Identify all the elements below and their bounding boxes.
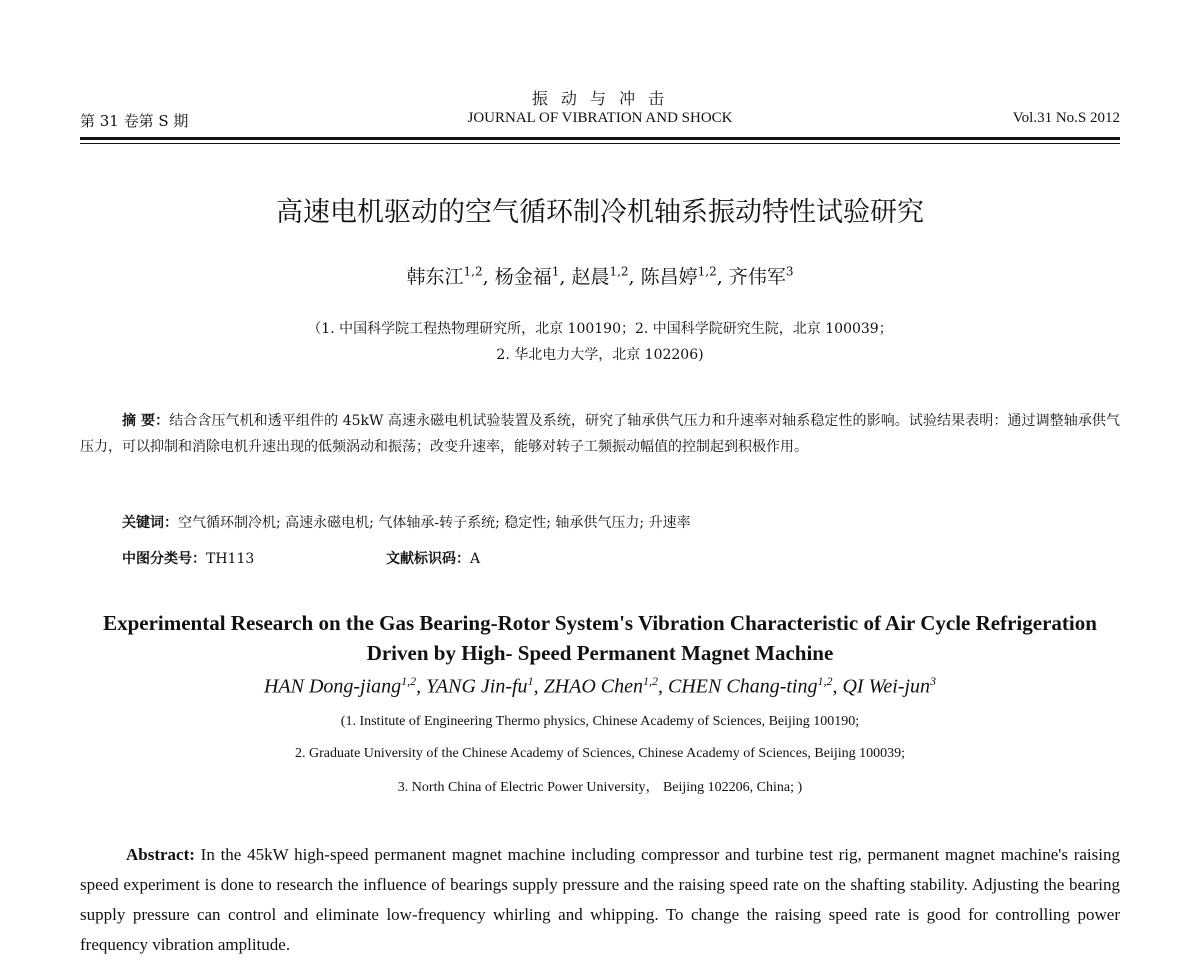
keywords-cn-text: 空气循环制冷机; 高速永磁电机; 气体轴承-转子系统; 稳定性; 轴承供气压力; 升速率: [178, 515, 691, 531]
journal-name-cn: 振 动 与 冲 击: [531, 89, 669, 108]
clc-value: TH113: [206, 551, 255, 567]
running-header: [80, 110, 1120, 132]
journal-name-en: JOURNAL OF VIBRATION AND SHOCK: [467, 110, 733, 126]
affiliation-en-line: (1. Institute of Engineering Thermo physics, Chinese Academy of Sciences, Beijing 100190;: [340, 714, 860, 729]
title-cn: 高速电机驱动的空气循环制冷机轴系振动特性试验研究: [276, 197, 924, 228]
author-en: QI Wei-jun: [842, 675, 931, 698]
author-affil-mark: 1,2: [697, 264, 717, 279]
abstract-cn-text: 结合含压气机和透平组件的 45kW 高速永磁电机试验装置及系统，研究了轴承供气压力和升速率对轴系稳定性的影响。试验结果表明：通过调整轴承供气压力，可以抑制和消除电机升速出现的低频涡动和振荡；改变升速率，能够对转子工频振动幅值的控制起到积极作用。: [80, 413, 1120, 455]
header-rule-thick: [80, 137, 1120, 140]
clc-code: [122, 551, 254, 567]
authors-en: HAN Dong-jiang$^{1,2}$, YANG Jin-$fu^1$, ZHAO Chen$^{1,2}$, CHEN Chang-ting$^{1,2}$, QI Wei-jun$^3$: [263, 674, 937, 698]
abstract-en-label: Abstract:: [126, 845, 195, 864]
abstract-cn-label: 摘 要：: [122, 413, 170, 429]
author-cn: 赵晨: [571, 266, 610, 288]
header-rule-thin: [80, 143, 1120, 144]
doc-value: A: [470, 551, 481, 567]
keywords-cn-label: 关键词：: [122, 515, 178, 531]
title-en: Experimental Research on the Gas Bearing-Rotor System's Vibration Characteristic of Air Cycle Refrigeration Driven by High- Speed Permanent Magnet Machine: [103, 611, 1097, 665]
author-affil-mark: 1,2: [643, 674, 659, 688]
author-en: CHEN Chang-ting: [668, 675, 818, 698]
classification-row: [122, 548, 1122, 568]
abstract-en-text: In the 45kW high-speed permanent magnet machine including compressor and turbine test rig, permanent magnet machine's raising speed experiment is done to research the influence of bearings supply pressure and the raising speed rate on the shafting stability. Adjusting the bearing supply pressure can control and eliminate low-frequency whirling and whipping. To change the raising speed rate is good for controlling power frequency vibration amplitude.: [80, 845, 1120, 954]
document-code: [386, 548, 480, 568]
doc-label: 文献标识码：: [386, 551, 470, 567]
author-affil-mark: 3: [930, 674, 937, 688]
affiliation-cn-line: （1. 中国科学院工程热物理研究所，北京 100190；2. 中国科学院研究生院，北京 100039；: [307, 321, 893, 337]
author-affil-mark: 1,2: [609, 264, 629, 279]
volume-en: Vol.31 No.S 2012: [1012, 110, 1120, 126]
authors-cn: 韩东江$^{1,2}$, 杨金福$^1$, 赵晨$^{1,2}$, 陈昌婷$^{1,2}$, 齐伟军$^3$: [406, 264, 794, 288]
author-cn: 杨金福: [494, 266, 552, 288]
author-en: ZHAO Chen: [543, 675, 644, 698]
author-affil-mark: 1,2: [463, 264, 483, 279]
author-affil-mark: 3: [785, 264, 794, 279]
affiliation-en-line: 2. Graduate University of the Chinese Academy of Sciences, Chinese Academy of Sciences, Beijing 100039;: [294, 746, 905, 761]
affiliation-cn-line: 2. 华北电力大学，北京 102206): [496, 347, 704, 363]
author-affil-mark: 1: [551, 264, 560, 279]
author-affil-mark: 1,2: [817, 674, 833, 688]
abstract-en: [80, 840, 1120, 960]
author-en: HAN Dong-jiang: [263, 675, 402, 698]
author-en: YANG Jin-fu: [426, 675, 528, 698]
author-cn: 陈昌婷: [640, 266, 698, 288]
author-cn: 韩东江: [406, 266, 464, 288]
author-affil-mark: 1: [527, 674, 534, 688]
author-cn: 齐伟军: [728, 266, 786, 288]
affiliation-en-line: 3. North China of Electric Power University， Beijing 102206, China; ): [397, 780, 803, 795]
author-affil-mark: 1,2: [401, 674, 417, 688]
clc-label: 中图分类号：: [122, 551, 206, 567]
abstract-cn: [80, 408, 1120, 460]
keywords-cn: [122, 512, 1122, 532]
issue-cn: 第 31 卷第 S 期: [80, 112, 189, 130]
